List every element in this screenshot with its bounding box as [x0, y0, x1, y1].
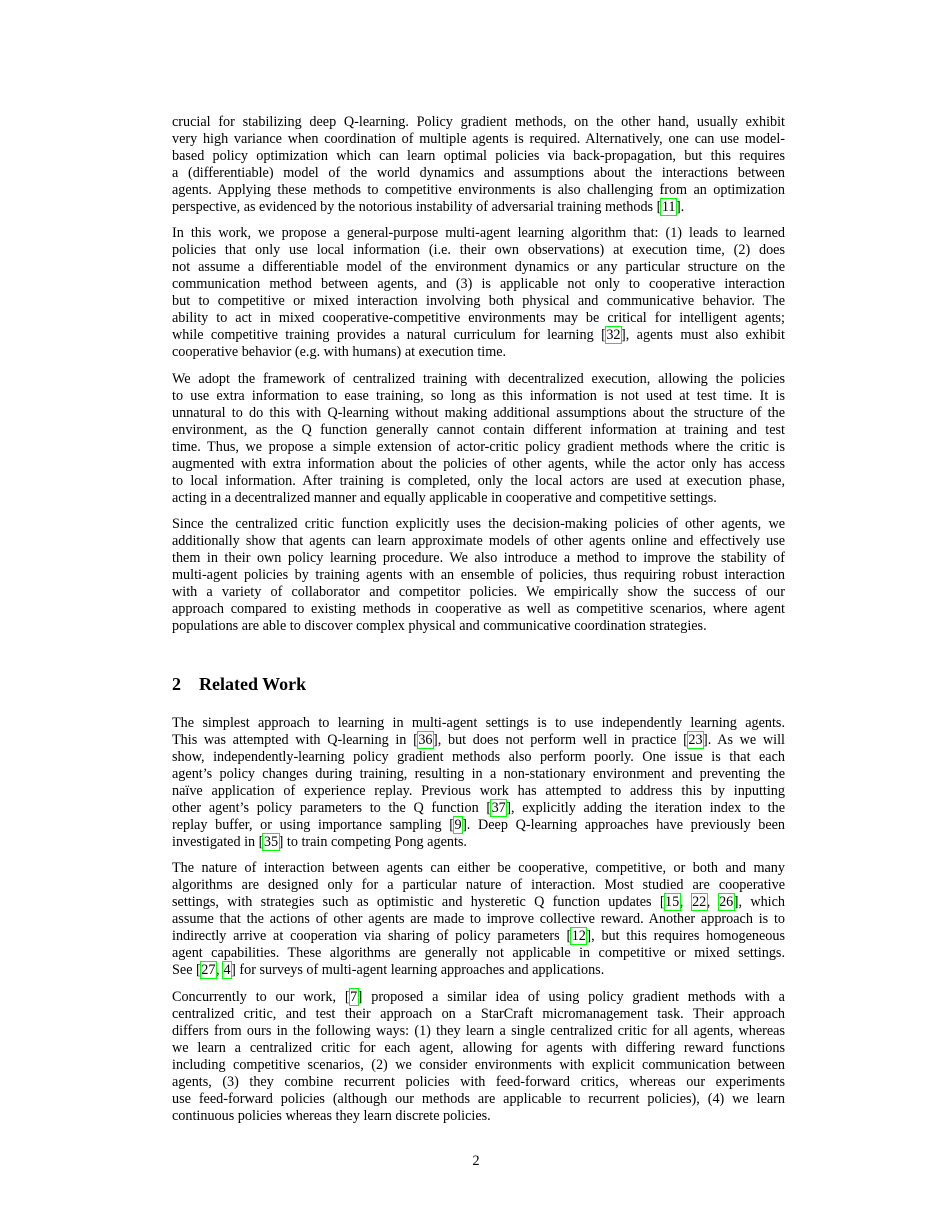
text-line: communication method between agents, and (3) is applicable not only to cooperative interaction	[172, 276, 785, 292]
text-line: a (differentiable) model of the world dynamics and assumptions about the interactions between	[172, 164, 785, 181]
citation-link[interactable]: 37	[491, 799, 506, 816]
text-line: differs from ours in the following ways: (1) they learn a single centralized critic for all agents, whereas	[172, 1022, 785, 1039]
text-line: policies that only use local information (i.e. their own observations) at execution time, (2) does	[172, 242, 785, 258]
citation-link[interactable]: 12	[571, 928, 586, 944]
citation-link[interactable]: 35	[263, 833, 279, 850]
text-line: continuous policies whereas they learn discrete policies.	[172, 1107, 491, 1124]
text-line: We adopt the framework of centralized training with decentralized execution, allowing the policies	[172, 370, 785, 387]
text-line: investigated in [35] to train competing Pong agents.	[172, 833, 467, 850]
text-line: time. Thus, we propose a simple extension of actor-critic policy gradient methods where the critic is	[172, 438, 785, 455]
text-line: Concurrently to our work, [7] proposed a similar idea of using policy gradient methods with a	[172, 988, 785, 1005]
text-line: populations are able to discover complex physical and communicative coordination strategies.	[172, 618, 707, 634]
text-line: to local information. After training is completed, only the local actors are used at execution phase,	[172, 472, 785, 489]
text-line: ability to act in mixed cooperative-competitive environments may be critical for intelligent agents;	[172, 310, 785, 326]
related-work-body	[172, 715, 785, 1135]
text-line: use feed-forward policies (although our methods are applicable to recurrent policies), (4) we learn	[172, 1090, 785, 1107]
text-line: not assume a differentiable model of the environment dynamics or any particular structure on the	[172, 259, 785, 275]
text-line: including competitive scenarios, (2) we consider environments with explicit communication between	[172, 1056, 785, 1073]
citation-link[interactable]: 36	[418, 731, 433, 748]
text-line: based policy optimization which can learn optimal policies via back-propagation, but this requires	[172, 147, 785, 164]
text-line: See [27, 4] for surveys of multi-agent learning approaches and applications.	[172, 962, 605, 978]
text-line: but to competitive or mixed interaction involving both physical and communicative behavior. The	[172, 293, 785, 309]
text-line: with a variety of collaborator and competitor policies. We empirically show the success of our	[172, 584, 785, 600]
text-line: perspective, as evidenced by the notorious instability of adversarial training methods [11].	[172, 198, 685, 215]
text-line: In this work, we propose a general-purpose multi-agent learning algorithm that: (1) leads to learned	[172, 225, 785, 241]
text-line: replay buffer, or using importance sampling [9]. Deep Q-learning approaches have previously been	[172, 816, 786, 833]
text-line: naïve application of experience replay. Previous work has attempted to address this by inputting	[172, 782, 785, 799]
text-line: centralized critic, and test their approach on a StarCraft micromanagement task. Their approach	[172, 1005, 785, 1022]
citation-link[interactable]: 7	[350, 988, 358, 1005]
text-line: agent’s policy changes during training, resulting in a non-stationary environment and preventing the	[172, 765, 785, 782]
text-line: approach compared to existing methods in cooperative as well as competitive scenarios, where agent	[172, 601, 785, 617]
text-line: unnatural to do this with Q-learning without making additional assumptions about the structure of the	[172, 404, 785, 421]
citation-link[interactable]: 22	[692, 894, 707, 910]
text-line: we learn a centralized critic for each agent, allowing for agents with differing reward functions	[172, 1039, 785, 1056]
text-line: This was attempted with Q-learning in [36], but does not perform well in practice [23]. As we will	[172, 731, 785, 748]
text-line: assume that the actions of other agents are made to improve collective reward. Another approach is to	[172, 911, 785, 927]
section-heading	[172, 674, 306, 695]
text-line: settings, with strategies such as optimistic and hysteretic Q function updates [15, 22, 26], which	[172, 894, 785, 910]
citation-link[interactable]: 26	[719, 894, 734, 910]
text-line: to use extra information to ease training, so long as this information is not used at test time. It is	[172, 387, 785, 404]
text-line: The simplest approach to learning in multi-agent settings is to use independently learning agents.	[172, 714, 785, 731]
section-number: 2	[172, 674, 181, 694]
citation-link[interactable]: 23	[688, 731, 703, 748]
citation-link[interactable]: 4	[223, 962, 231, 978]
text-line: The nature of interaction between agents can either be cooperative, competitive, or both and many	[172, 860, 785, 876]
paragraph	[172, 225, 785, 361]
paragraph	[172, 860, 785, 979]
page-number: 2	[472, 1153, 480, 1169]
text-line: while competitive training provides a natural curriculum for learning [32], agents must also exhibit	[172, 327, 785, 343]
text-line: augmented with extra information about the policies of other agents, while the actor only has access	[172, 455, 785, 472]
text-line: environment, as the Q function generally cannot contain different information at training and test	[172, 421, 785, 438]
paragraph	[172, 989, 785, 1125]
citation-link[interactable]: 9	[454, 816, 462, 833]
text-line: indirectly arrive at cooperation via sharing of policy parameters [12], but this requires homogeneous	[172, 928, 785, 944]
text-line: algorithms are designed only for a particular nature of interaction. Most studied are cooperative	[172, 877, 785, 893]
paragraph	[172, 114, 785, 216]
text-line: multi-agent policies by training agents with an ensemble of policies, thus requiring robust interaction	[172, 567, 785, 583]
text-line: crucial for stabilizing deep Q-learning. Policy gradient methods, on the other hand, usually exhibit	[172, 113, 785, 130]
text-line: additionally show that agents can learn approximate models of other agents online and effectively use	[172, 533, 785, 549]
text-line: agents. Applying these methods to competitive environments is also challenging from an optimization	[172, 181, 785, 198]
citation-link[interactable]: 15	[665, 894, 680, 910]
paragraph	[172, 715, 785, 851]
citation-link[interactable]: 32	[606, 327, 621, 343]
paragraph	[172, 516, 785, 635]
text-line: very high variance when coordination of multiple agents is required. Alternatively, one can use model-	[172, 130, 785, 147]
intro-continuation	[172, 114, 785, 645]
section-title: Related Work	[199, 674, 307, 694]
text-line: show, independently-learning policy gradient methods also perform poorly. One issue is that each	[172, 748, 785, 765]
text-line: cooperative behavior (e.g. with humans) at execution time.	[172, 344, 507, 360]
text-line: agents, (3) they combine recurrent policies with feed-forward critics, whereas our experiments	[172, 1073, 785, 1090]
text-line: agent capabilities. These algorithms are generally not applicable in competitive or mixed settings.	[172, 945, 785, 961]
citation-link[interactable]: 27	[201, 962, 216, 978]
paragraph	[172, 371, 785, 507]
text-line: other agent’s policy parameters to the Q function [37], explicitly adding the iteration index to the	[172, 799, 785, 816]
text-line: Since the centralized critic function explicitly uses the decision-making policies of other agents, we	[172, 516, 785, 532]
text-line: them in their own policy learning procedure. We also introduce a method to improve the stability of	[172, 550, 785, 566]
citation-link[interactable]: 11	[661, 198, 676, 215]
text-line: acting in a decentralized manner and equally applicable in cooperative and competitive settings.	[172, 489, 717, 506]
